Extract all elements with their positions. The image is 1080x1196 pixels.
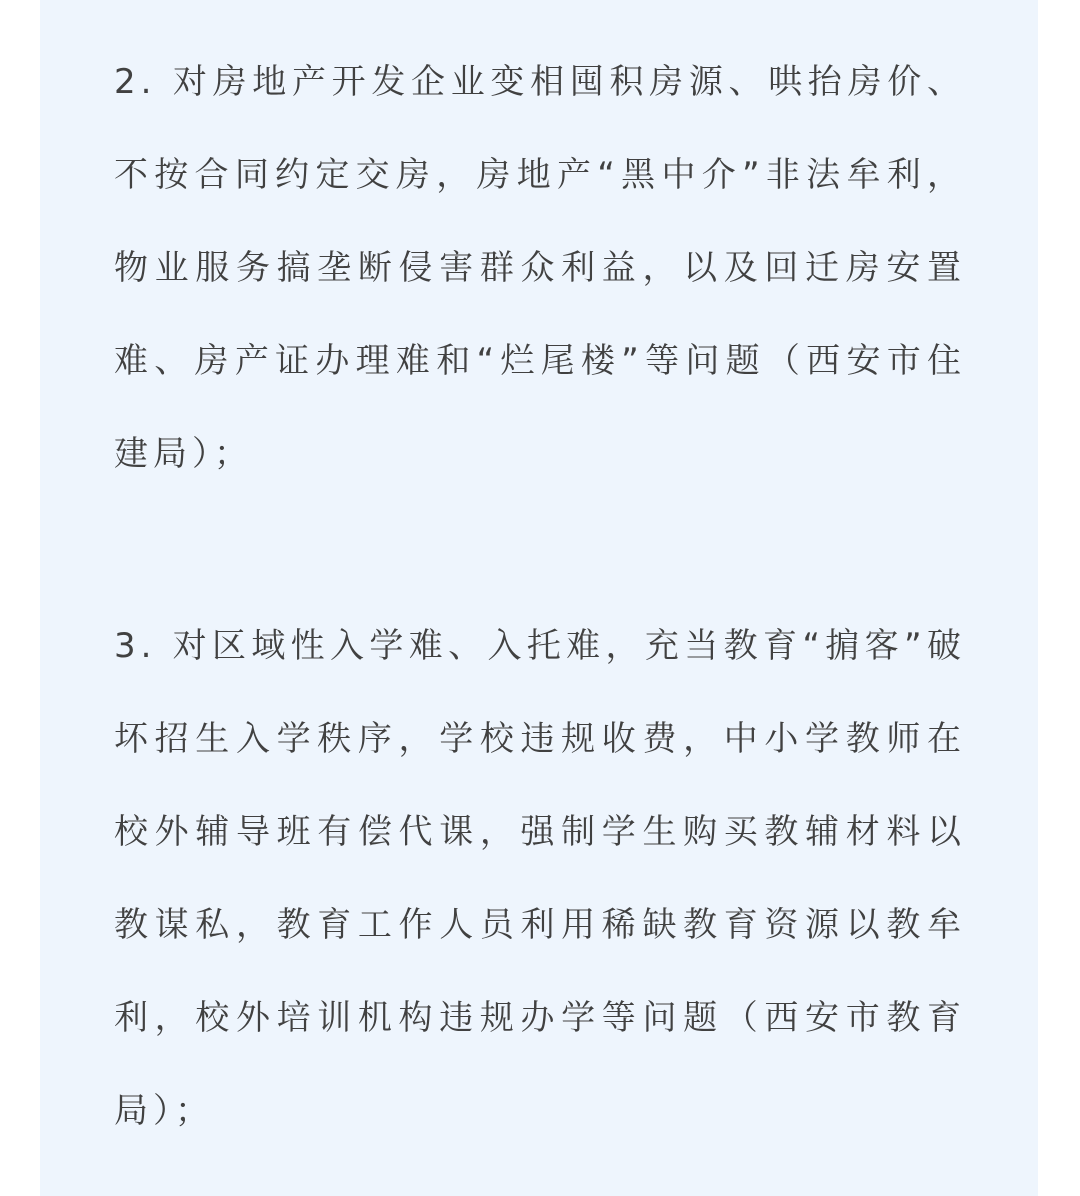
paragraph-item-3: 3. 对区域性入学难、入托难，充当教育“掮客”破坏招生入学秩序，学校违规收费，中小学教师在校外辅导班有偿代课，强制学生购买教辅材料以教谋私，教育工作人员利用稀缺教育资源以教牟利，校外培训机构违规办学等问题（西安市教育局）； (114, 626, 966, 1131)
paragraph-item-2: 2. 对房地产开发企业变相囤积房源、哄抬房价、不按合同约定交房，房地产“黑中介”非法牟利，物业服务搞垄断侵害群众利益，以及回迁房安置难、房产证办理难和“烂尾楼”等问题（西安市住建局）； (114, 62, 966, 474)
